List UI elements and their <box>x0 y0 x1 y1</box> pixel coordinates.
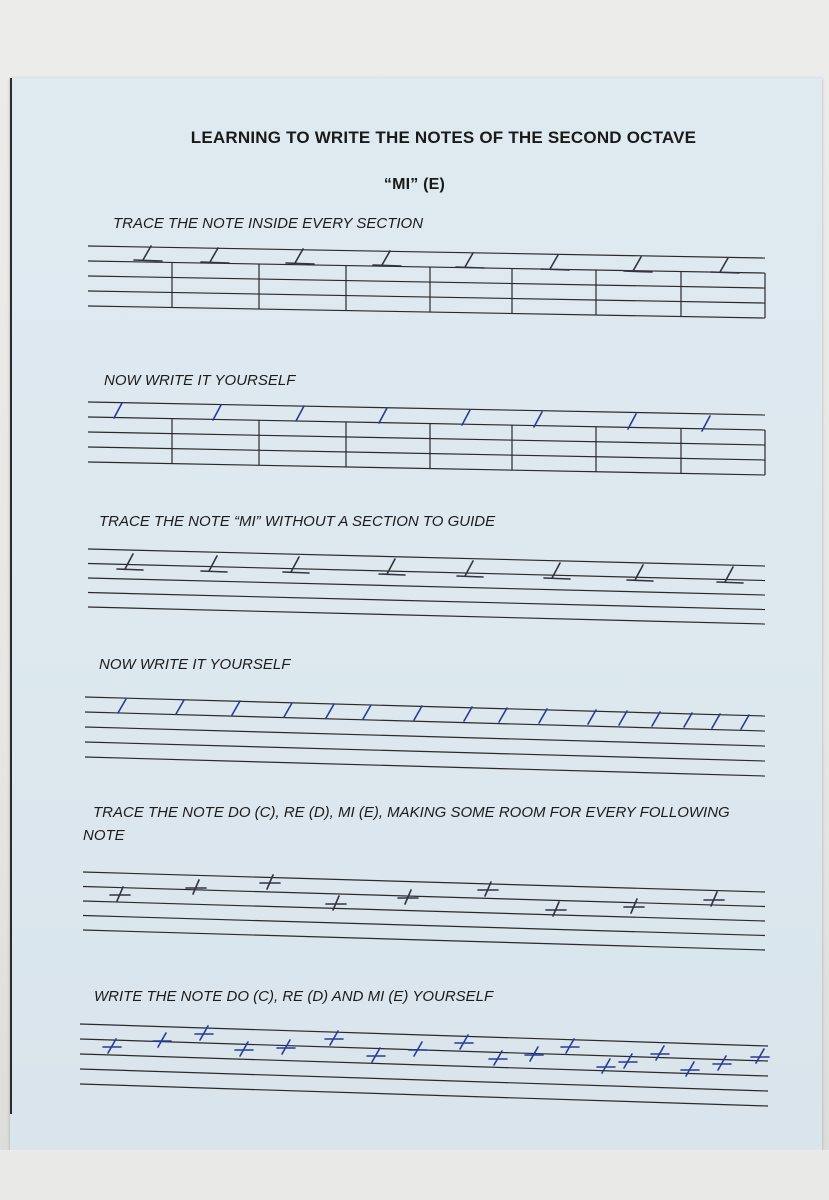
exercise-2-staff-line <box>88 402 765 415</box>
exercise-5-note-mark <box>405 890 411 904</box>
exercise-1-note-mark <box>286 263 314 264</box>
exercise-1-note-mark <box>201 262 229 263</box>
exercise-2-note-mark <box>379 408 387 423</box>
exercise-1-note-mark <box>456 267 484 268</box>
exercise-3-note-mark <box>201 571 227 572</box>
exercise-1-staff-line <box>88 246 765 258</box>
exercise-4-instruction: NOW WRITE IT YOURSELF <box>99 656 291 673</box>
exercise-6-note-mark <box>108 1039 116 1053</box>
exercise-3-note-mark <box>291 557 299 572</box>
exercise-3-note-mark <box>465 561 473 576</box>
exercise-4-note-mark <box>284 703 292 717</box>
exercise-3-note-mark <box>283 572 309 573</box>
exercise-6-note-mark <box>282 1040 290 1054</box>
exercise-3-note-mark <box>717 582 743 583</box>
exercise-1-staff-line <box>88 261 765 273</box>
exercise-2-staff-line <box>88 462 765 475</box>
exercise-2-note-mark <box>462 410 470 425</box>
exercise-3-note-mark <box>117 569 143 570</box>
exercise-5-note-mark <box>193 880 199 894</box>
exercise-6-instruction: WRITE THE NOTE DO (C), RE (D) AND MI (E) YOURSELF <box>94 988 494 1005</box>
exercise-1-note-mark <box>550 255 558 269</box>
exercise-4-note-mark <box>363 705 371 719</box>
exercise-2-note-mark <box>114 403 122 418</box>
exercise-4-staff-line <box>85 742 765 761</box>
exercise-1-note-mark <box>720 258 728 272</box>
exercise-1-note-mark <box>134 260 162 261</box>
exercise-4-note-mark <box>118 699 126 713</box>
exercise-2-note-mark <box>534 412 542 427</box>
exercise-2-staff-line <box>88 447 765 460</box>
exercise-5-instruction: TRACE THE NOTE DO (C), RE (D), MI (E), MAKING SOME ROOM FOR EVERY FOLLOWING <box>93 804 730 821</box>
exercise-2-instruction: NOW WRITE IT YOURSELF <box>104 372 296 389</box>
exercise-2-note-mark <box>628 414 636 429</box>
exercise-6-note-mark <box>372 1048 380 1062</box>
exercise-3-note-mark <box>125 554 133 569</box>
exercise-4-staff-line <box>85 712 765 731</box>
exercise-1-note-mark <box>624 271 652 272</box>
exercise-4-note-mark <box>741 715 749 729</box>
exercise-3-staff-line <box>88 564 765 581</box>
exercise-1-note-mark <box>373 265 401 266</box>
exercise-2-staff-line <box>88 417 765 430</box>
exercise-4-note-mark <box>464 707 472 721</box>
exercise-4-note-mark <box>176 700 184 714</box>
exercise-4-staff-line <box>85 697 765 716</box>
exercise-2-staff-line <box>88 432 765 445</box>
exercise-3-note-mark <box>457 576 483 577</box>
exercise-3-staff-line <box>88 578 765 595</box>
exercise-1-note-mark <box>465 253 473 267</box>
exercise-4-note-mark <box>652 712 660 726</box>
exercise-5-note-mark <box>711 892 717 906</box>
exercise-4-staff-line <box>85 757 765 776</box>
exercise-6-note-mark <box>494 1051 502 1065</box>
exercise-6-note-mark <box>566 1039 574 1053</box>
exercise-3-note-mark <box>379 574 405 575</box>
exercise-4-note-mark <box>588 710 596 724</box>
exercise-4-note-mark <box>499 708 507 722</box>
exercise-1-note-mark <box>143 246 151 260</box>
exercise-3-note-mark <box>544 578 570 579</box>
exercise-1-note-mark <box>295 249 303 263</box>
exercise-1-note-mark <box>633 257 641 271</box>
exercise-4-note-mark <box>712 714 720 728</box>
exercise-4-note-mark <box>619 711 627 725</box>
page-title: LEARNING TO WRITE THE NOTES OF THE SECOND OCTAVE <box>190 128 697 147</box>
exercise-4-note-mark <box>539 709 547 723</box>
exercise-3-note-mark <box>209 556 217 571</box>
exercise-5-note-mark <box>117 887 123 901</box>
exercise-1-staff-line <box>88 291 765 303</box>
page-subtitle: “MI” (E) <box>383 176 446 193</box>
exercise-5-note-mark <box>553 902 559 916</box>
exercise-2-note-mark <box>296 406 304 421</box>
exercise-3-staff-line <box>88 607 765 624</box>
exercise-4-note-mark <box>232 701 240 715</box>
exercise-1-note-mark <box>541 269 569 270</box>
exercise-2-note-mark <box>213 405 221 420</box>
exercise-3-staff-line <box>88 593 765 610</box>
exercise-6-note-mark <box>330 1031 338 1045</box>
exercise-1-note-mark <box>210 248 218 262</box>
exercise-4-note-mark <box>414 706 422 720</box>
exercise-1-staff-line <box>88 306 765 318</box>
exercise-4-note-mark <box>326 704 334 718</box>
exercise-5-note-mark <box>631 899 637 913</box>
exercise-4-staff-line <box>85 727 765 746</box>
exercise-3-note-mark <box>627 580 653 581</box>
exercise-6-note-mark <box>718 1056 726 1070</box>
exercise-6-note-mark <box>158 1033 166 1047</box>
exercise-1-instruction: TRACE THE NOTE INSIDE EVERY SECTION <box>113 215 424 232</box>
exercise-1-note-mark <box>382 251 390 265</box>
exercise-4-note-mark <box>684 713 692 727</box>
exercise-6-note-mark <box>414 1042 422 1056</box>
exercise-3-staff-line <box>88 549 765 566</box>
exercise-3-instruction: TRACE THE NOTE “MI” WITHOUT A SECTION TO GUIDE <box>99 513 496 530</box>
exercise-6-note-mark <box>460 1035 468 1049</box>
exercise-1-staff-line <box>88 276 765 288</box>
exercise-1-note-mark <box>711 272 739 273</box>
exercise-5-instruction-continued: NOTE <box>83 827 125 844</box>
